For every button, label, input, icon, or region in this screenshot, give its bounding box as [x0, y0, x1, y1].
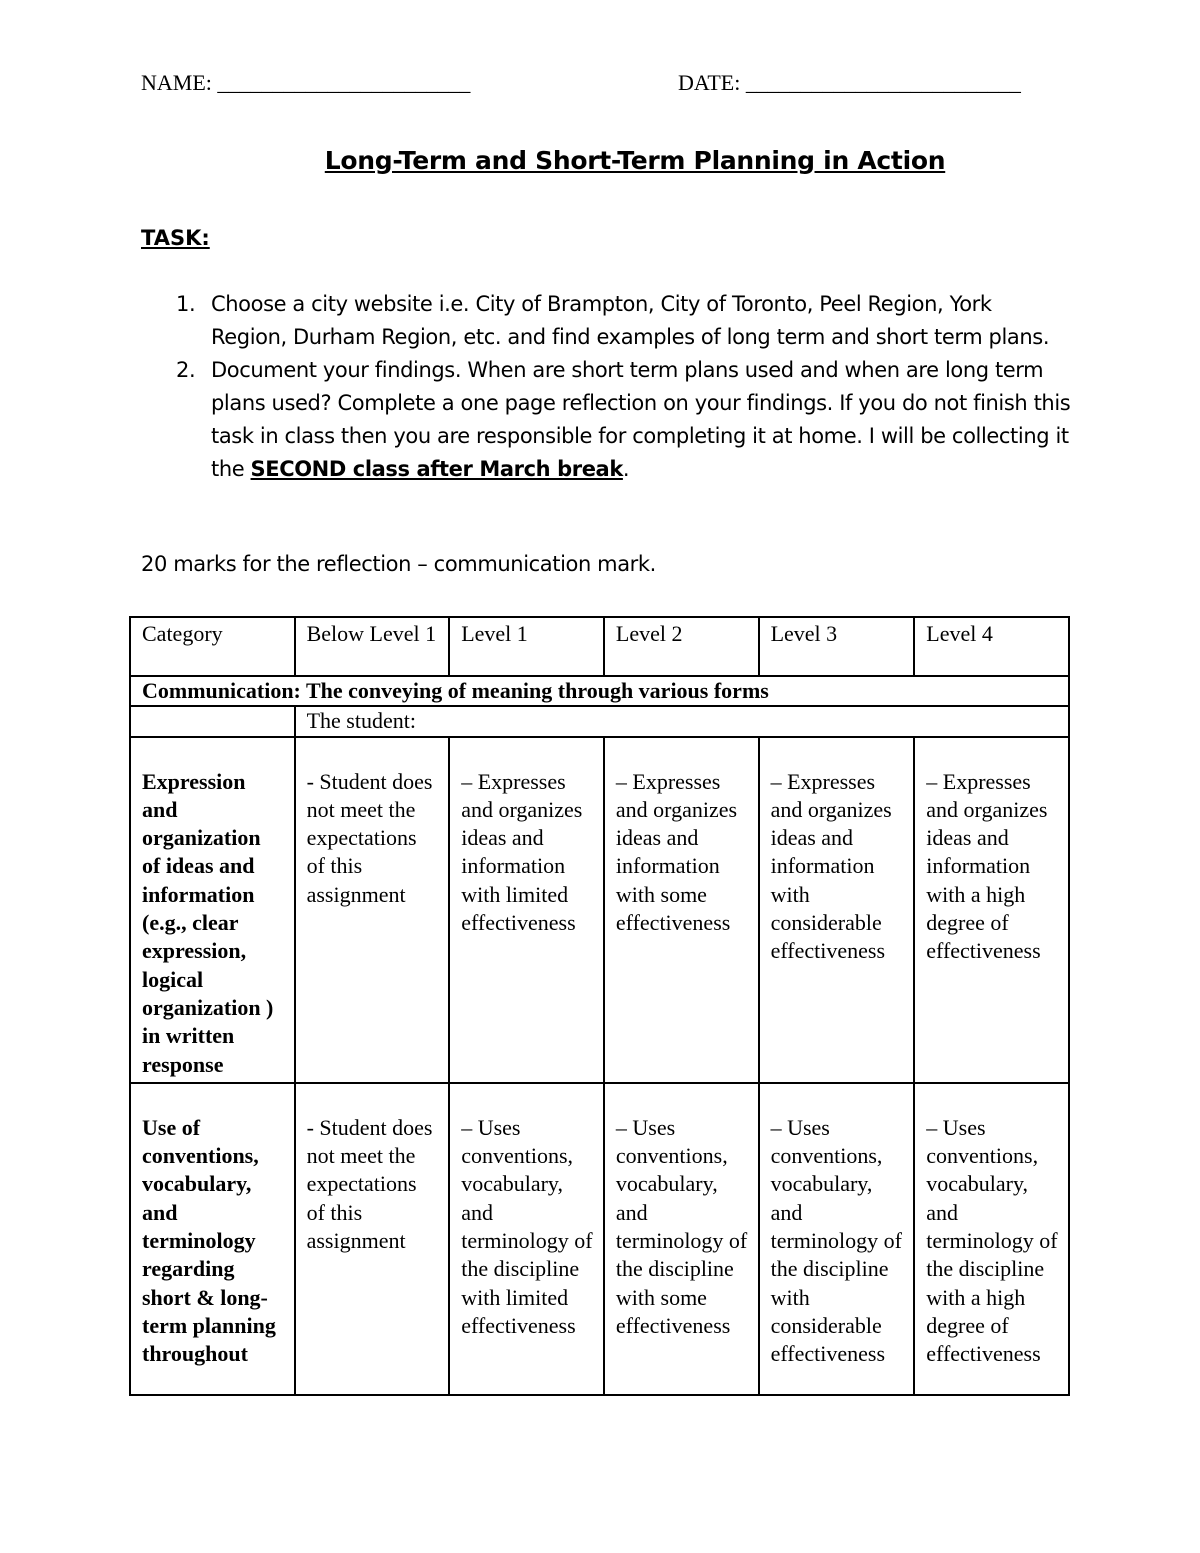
- rubric-section-row: [130, 676, 1069, 706]
- task-item: [141, 288, 1071, 354]
- level-2-cell: – Uses conventions, vocabulary, and terminology of the discipline with some effectiveness: [604, 1083, 759, 1395]
- below-level-1-cell: - Student does not meet the expectations of this assignment: [295, 1083, 450, 1395]
- date-field-label: DATE: _________________________: [678, 70, 1021, 95]
- header-cell-category: Category: [130, 617, 295, 676]
- name-field-label: NAME: _______________________: [141, 70, 471, 95]
- level-1-cell: – Expresses and organizes ideas and information with limited effectiveness: [449, 737, 604, 1083]
- section-title: Communication: The conveying of meaning through various forms: [130, 676, 1069, 706]
- rubric-table: [129, 616, 1070, 1396]
- task-item-number: 1.: [176, 292, 196, 316]
- criterion-cell: Expression and organization of ideas and information (e.g., clear expression, logical organization ) in written response: [130, 737, 295, 1083]
- level-1-cell: – Uses conventions, vocabulary, and terminology of the discipline with limited effectiveness: [449, 1083, 604, 1395]
- below-level-1-cell: - Student does not meet the expectations of this assignment: [295, 737, 450, 1083]
- task-heading: TASK:: [141, 226, 210, 250]
- task-item-number: 2.: [176, 358, 196, 382]
- header-cell-level-4: Level 4: [914, 617, 1069, 676]
- task-item-text: Document your findings. When are short term plans used and when are long term plans used? Complete a one page reflection on your findings. If you do not finish this task in class then you are responsible for completing it at home. I will be collecting it the: [211, 358, 1071, 481]
- due-date-emphasis: SECOND class after March break: [250, 457, 623, 481]
- student-label: The student:: [295, 706, 1069, 736]
- level-2-cell: – Expresses and organizes ideas and information with some effectiveness: [604, 737, 759, 1083]
- level-4-cell: – Uses conventions, vocabulary, and terminology of the discipline with a high degree of effectiveness: [914, 1083, 1069, 1395]
- rubric-row: [130, 737, 1069, 1083]
- rubric-row: [130, 1083, 1069, 1395]
- rubric-student-row: [130, 706, 1069, 736]
- header-cell-level-3: Level 3: [759, 617, 915, 676]
- page-title: Long-Term and Short-Term Planning in Action: [324, 146, 946, 175]
- task-item-text: Choose a city website i.e. City of Brampton, City of Toronto, Peel Region, York Region, Durham Region, etc. and find examples of long term and short term plans.: [211, 292, 1050, 349]
- task-item-text-end: .: [622, 457, 630, 481]
- level-3-cell: – Uses conventions, vocabulary, and terminology of the discipline with considerable effectiveness: [759, 1083, 915, 1395]
- level-4-cell: – Expresses and organizes ideas and information with a high degree of effectiveness: [914, 737, 1069, 1083]
- header-cell-below-level-1: Below Level 1: [295, 617, 450, 676]
- level-3-cell: – Expresses and organizes ideas and information with considerable effectiveness: [759, 737, 915, 1083]
- empty-cell: [130, 706, 295, 736]
- rubric-header-row: [130, 617, 1069, 676]
- criterion-cell: Use of conventions, vocabulary, and terminology regarding short & long-term planning throughout: [130, 1083, 295, 1395]
- marks-statement: 20 marks for the reflection – communication mark.: [141, 552, 656, 576]
- header-cell-level-1: Level 1: [449, 617, 604, 676]
- task-item: [141, 354, 1071, 486]
- header-cell-level-2: Level 2: [604, 617, 759, 676]
- task-list: [141, 288, 1071, 486]
